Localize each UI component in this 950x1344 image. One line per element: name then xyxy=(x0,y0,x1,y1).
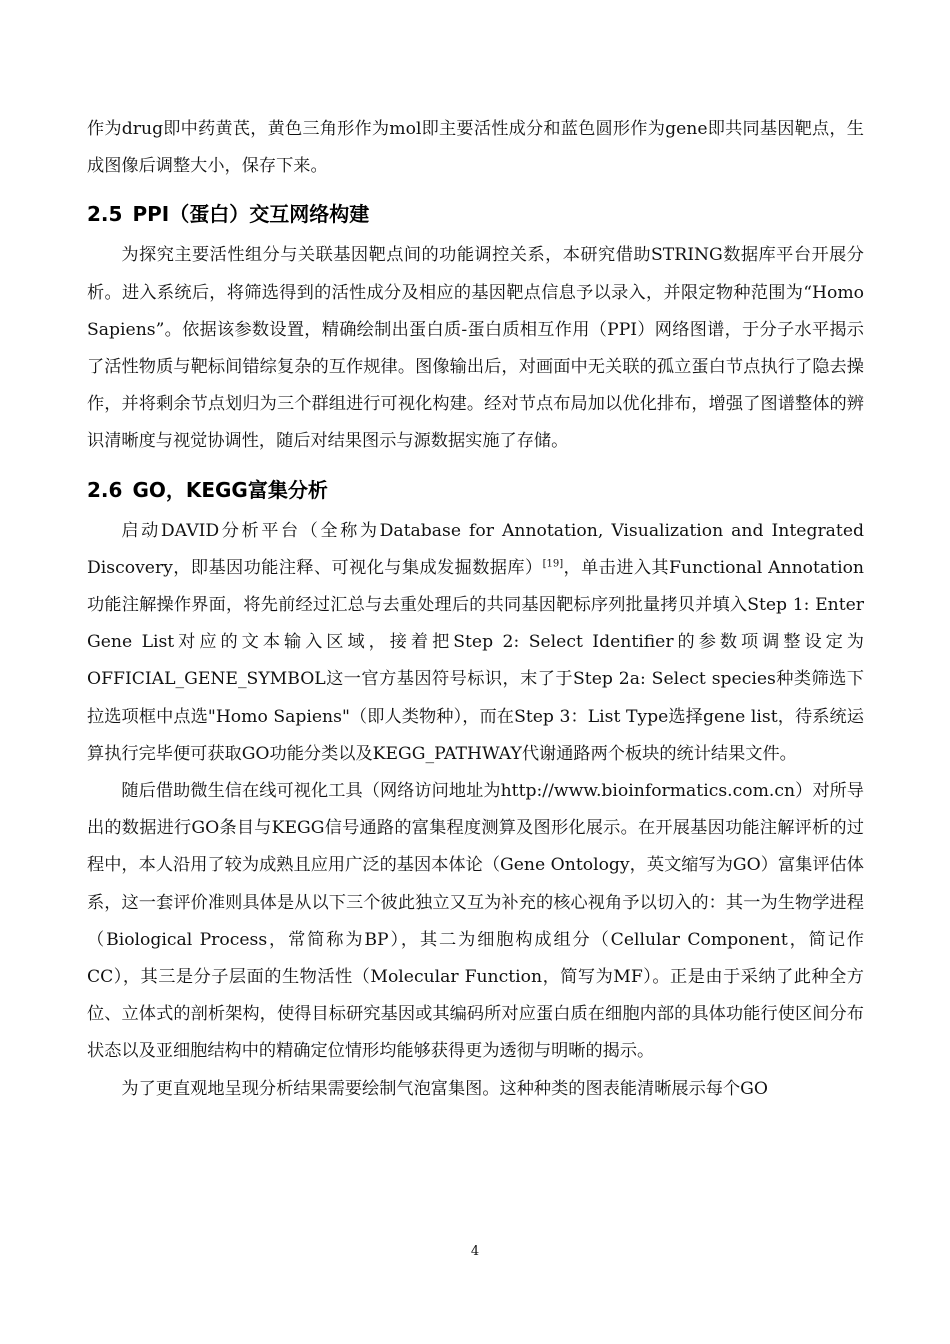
ppi-paragraph: 为探究主要活性组分与关联基因靶点间的功能调控关系，本研究借助STRING数据库平台开展分析。进入系统后，将筛选得到的活性成分及相应的基因靶点信息予以录入，并限定物种范围为“Homo Sapiens”。依据该参数设置，精确绘制出蛋白质-蛋白质相互作用（PPI）网络图谱，于分子水平揭示了活性物质与靶标间错综复杂的互作规律。图像输出后，对画面中无关联的孤立蛋白节点执行了隐去操作，并将剩余节点划归为三个群组进行可视化构建。经对节点布局加以优化排布，增强了图谱整体的辨识清晰度与视觉协调性，随后对结果图示与源数据实施了存储。 xyxy=(87,245,864,452)
section-title: GO，KEGG富集分析 xyxy=(132,477,328,502)
intro-paragraph: 作为drug即中药黄芪，黄色三角形作为mol即主要活性成分和蓝色圆形作为gene即共同基因靶点，生成图像后调整大小，保存下来。 xyxy=(87,119,864,177)
citation-ref: [19] xyxy=(542,558,564,570)
section-heading-ppi xyxy=(87,199,864,229)
section-heading-go-kegg xyxy=(87,475,864,505)
david-text-after-citation: ，单击进入其Functional Annotation功能注解操作界面，将先前经过汇总与去重处理后的共同基因靶标序列批量拷贝并填入Step 1: Enter Gene List对应的文本输入区域，接着把Step 2: Select Identifier的参数项调整设定为OFFICIAL_GENE_SYMBOL这一官方基因符号标识，末了于Step 2a: Select species种类筛选下拉选项框中点选"Homo Sapiens"（即人类物种），而在Step 3：List Type选择gene list，待系统运算执行完毕便可获取GO功能分类以及KEGG_PATHWAY代谢通路两个板块的统计结果文件。 xyxy=(87,557,864,764)
bubble-chart-paragraph: 为了更直观地呈现分析结果需要绘制气泡富集图。这种种类的图表能清晰展示每个GO xyxy=(121,1078,768,1099)
section-number: 2.6 xyxy=(87,477,123,502)
section-number: 2.5 xyxy=(87,202,123,227)
go-analysis-paragraph: 随后借助微生信在线可视化工具（网络访问地址为http://www.bioinformatics.com.cn）对所导出的数据进行GO条目与KEGG信号通路的富集程度测算及图形化展示。在开展基因功能注解评析的过程中，本人沿用了较为成熟且应用广泛的基因本体论（Gene Ontology，英文缩写为GO）富集评估体系，这一套评价准则具体是从以下三个彼此独立又互为补充的核心视角予以切入的：其一为生物学进程（Biological Process，常简称为BP），其二为细胞构成组分（Cellular Component，简记作CC），其三是分子层面的生物活性（Molecular Function，简写为MF）。正是由于采纳了此种全方位、立体式的剖析架构，使得目标研究基因或其编码所对应蛋白质在细胞内部的具体功能行使区间分布状态以及亚细胞结构中的精确定位情形均能够获得更为透彻与明晰的揭示。 xyxy=(87,781,864,1062)
page-number: 4 xyxy=(470,1244,480,1259)
david-paragraph xyxy=(87,513,864,773)
section-title: PPI（蛋白）交互网络构建 xyxy=(132,202,370,227)
david-text-before-citation: 启动DAVID分析平台（全称为Database for Annotation, Visualization and Integrated Discovery，即基因功能注释、可视化与集成发掘数据库） xyxy=(87,520,864,578)
